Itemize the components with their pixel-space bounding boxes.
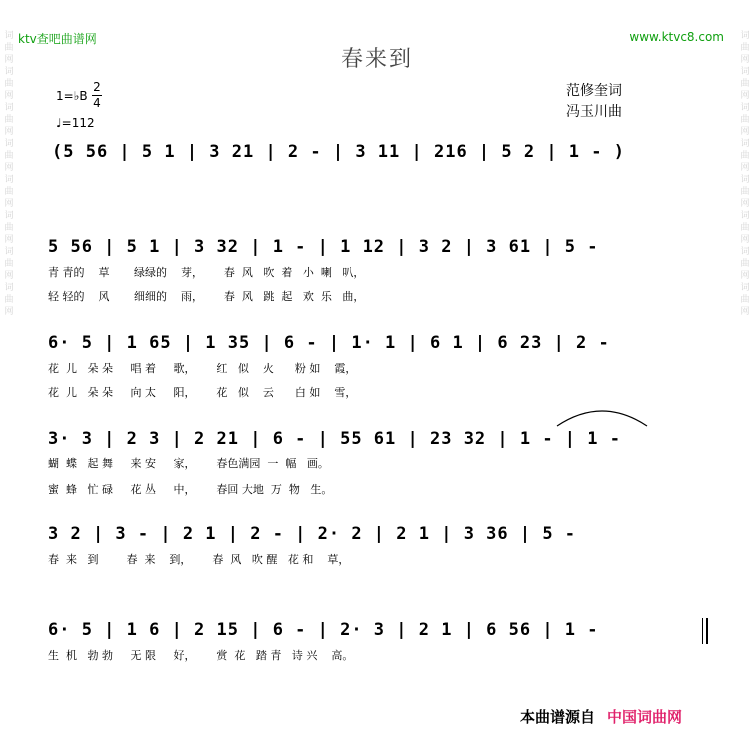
footer-brand: 中国词曲网 [607, 708, 683, 726]
score-row-2: 6· 5 | 1 65 | 1 35 | 6 - | 1· 1 | 6 1 | 6 23 | 2 - [48, 333, 610, 353]
score-row-intro: (5 56 | 5 1 | 3 21 | 2 - | 3 11 | 216 | 5 2 | 1 - ) [52, 142, 625, 162]
score-row-5: 6· 5 | 1 6 | 2 15 | 6 - | 2· 3 | 2 1 | 6 56 | 1 - [48, 620, 599, 640]
song-title: 春来到 [340, 47, 413, 72]
meter-bottom: 4 [93, 96, 101, 110]
lyric-row-4: 春 来 到 春 来 到， 春 风 吹 醒 花 和 草， [48, 553, 350, 566]
key-signature: 1=♭B [56, 89, 88, 103]
right-watermark: 词曲网词曲网词曲网词曲网词曲网词曲网词曲网词曲网 [740, 31, 750, 317]
lyric-row-2-verse-2: 花 儿 朵 朵 向 太 阳， 花 似 云 白 如 雪， [48, 386, 357, 399]
source-footer [520, 706, 682, 727]
time-signature [92, 80, 102, 111]
lyric-row-5: 生 机 勃 勃 无 限 好， 赏 花 踏 青 诗 兴 高。 [48, 649, 354, 662]
lyric-row-1-verse-1: 青 青的 草 绿绿的 芽， 春 风 吹 着 小 喇 叭， [48, 266, 365, 279]
site-name-left: ktv查吧曲谱网 [18, 32, 97, 46]
tempo-marking: ♩=112 [56, 116, 95, 130]
lyric-row-3-verse-2: 蜜 蜂 忙 碌 花 丛 中， 春回 大地 万 物 生。 [48, 483, 333, 496]
meter-top: 2 [93, 80, 101, 94]
score-row-3: 3· 3 | 2 3 | 2 21 | 6 - | 55 61 | 23 32 | 1 - | 1 - [48, 429, 621, 449]
lyricist-credit: 范修奎词 [566, 83, 622, 99]
final-barline-thin [702, 618, 703, 644]
site-url-right: www.ktvc8.com [629, 30, 724, 44]
final-barline [706, 618, 708, 644]
footer-prefix: 本曲谱源自 [520, 708, 596, 726]
left-watermark: 词曲网词曲网词曲网词曲网词曲网词曲网词曲网词曲网 [4, 31, 14, 317]
lyric-row-2-verse-1: 花 儿 朵 朵 唱 着 歌， 红 似 火 粉 如 霞， [48, 362, 357, 375]
lyric-row-1-verse-2: 轻 轻的 风 细细的 雨， 春 风 跳 起 欢 乐 曲， [48, 290, 365, 303]
lyric-row-3-verse-1: 蝴 蝶 起 舞 来 安 家， 春色满园 一 幅 画。 [48, 457, 329, 470]
slur-mark [555, 404, 650, 428]
score-row-4: 3 2 | 3 - | 2 1 | 2 - | 2· 2 | 2 1 | 3 36 | 5 - [48, 524, 577, 544]
composer-credit: 冯玉川曲 [566, 104, 622, 120]
score-row-1: 5 56 | 5 1 | 3 32 | 1 - | 1 12 | 3 2 | 3 61 | 5 - [48, 237, 599, 257]
